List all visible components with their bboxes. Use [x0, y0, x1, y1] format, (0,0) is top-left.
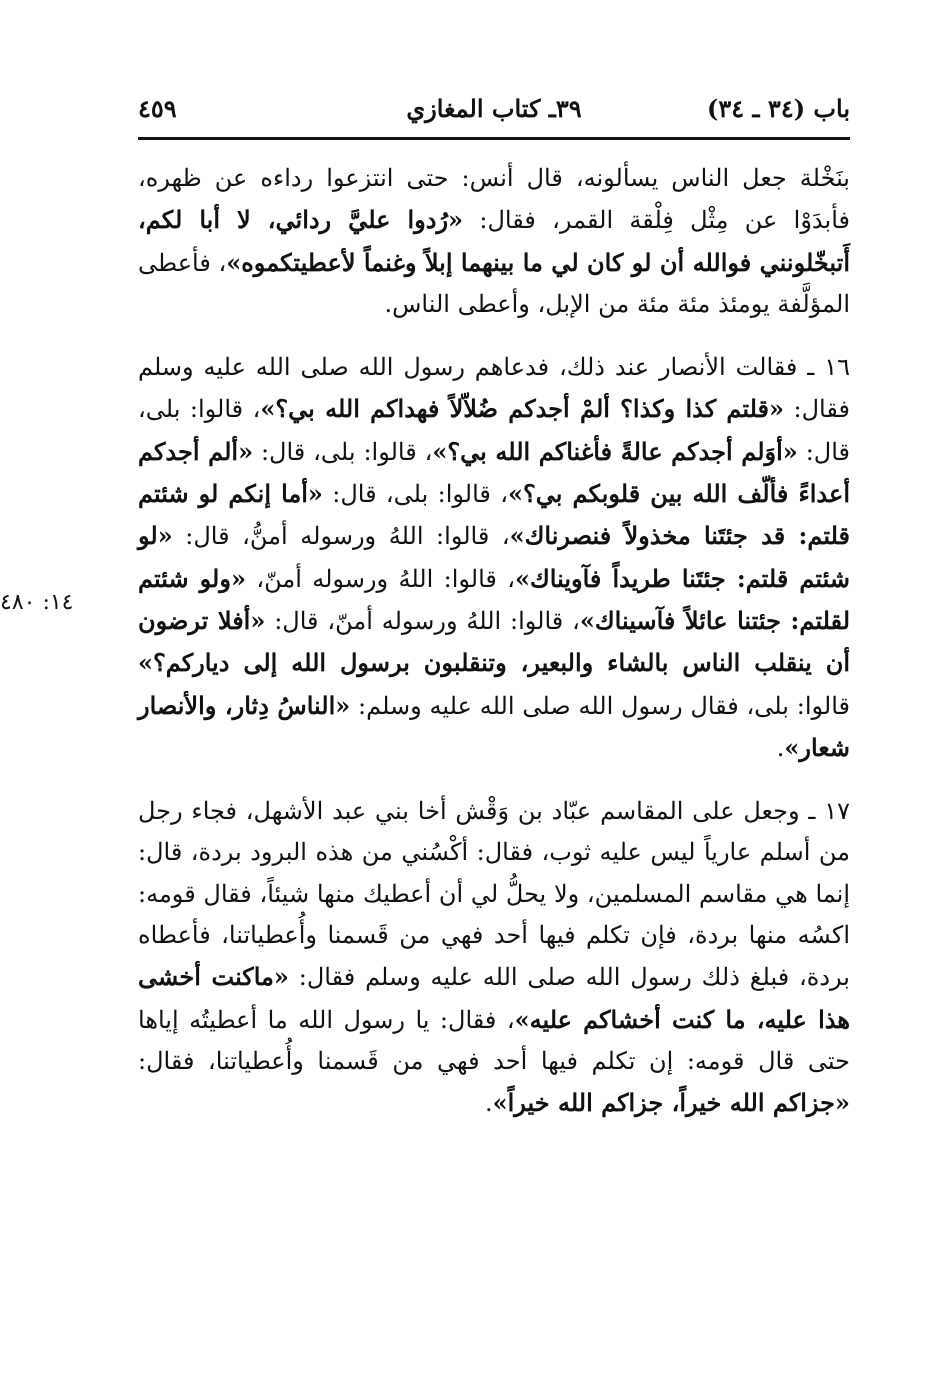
- hadith-quote: «قلتم كذا وكذا؟ ألمْ أجدكم ضُلاّلاً فهداكم الله بي؟»: [260, 394, 785, 424]
- book-title: ٣٩ـ كتاب المغازي: [406, 94, 582, 123]
- page-number: ٤٥٩: [138, 94, 177, 123]
- text-segment: ، فقال: يا رسول الله ما أعطيتُه إياها حتى قال قومه: إن تكلم فيها أحد فهي من قَسمنا وأُعطياتنا، فقال:: [138, 1005, 850, 1075]
- hadith-quote: «ولو شئتم لقلتم: جئتنا عائلاً فآسيناك»: [138, 563, 851, 635]
- running-header: [138, 88, 850, 136]
- margin-reference: ١٤: ٤٨٠: [0, 590, 74, 615]
- text-segment: ، قالوا: اللهُ ورسوله أمنُّ، قال:: [172, 522, 510, 551]
- hadith-quote: «رُدوا عليَّ ردائي، لا أبا لكم، أَتبخّلونني فوالله أن لو كان لي ما بينهما إبلاً وغنماً لأعطيتكموه»: [138, 205, 851, 277]
- hadith-quote: «أما إنكم لو شئتم قلتم: قد جئتَنا مخذولاً فنصرناك»: [138, 479, 850, 551]
- header-rule: [138, 137, 850, 140]
- text-segment: .: [484, 1089, 493, 1118]
- paragraph-17: [138, 791, 850, 1124]
- text-segment: ، قالوا: اللهُ ورسوله أمنّ،: [245, 564, 515, 593]
- text-segment: ، قالوا: بلى، قال:: [253, 437, 433, 466]
- hadith-quote: «لو شئتم قلتم: جئتَنا طريداً فآويناك»: [138, 521, 850, 593]
- text-segment: قالوا: بلى، فقال رسول الله صلى الله عليه وسلم:: [350, 691, 850, 720]
- paragraph-16: [138, 347, 850, 769]
- text-segment: ، فأعطى المؤلَّفة يومئذ مئة مئة من الإبل، وأعطى الناس.: [138, 248, 850, 318]
- text-segment: ، قالوا: بلى، قال:: [138, 395, 851, 466]
- hadith-quote: «ماكنت أخشى هذا عليه، ما كنت أخشاكم عليه»: [138, 962, 850, 1034]
- text-segment: .: [776, 733, 785, 762]
- hadith-quote: «ألم أجدكم أعداءً فألّف الله بين قلوبكم بي؟»: [138, 436, 850, 509]
- text-segment: ، قالوا: اللهُ ورسوله أمنّ، قال:: [265, 606, 580, 635]
- chapter-range: باب (٣٤ ـ ٣٤): [707, 94, 850, 123]
- text-segment: بنَخْلة جعل الناس يسألونه، قال أنس: حتى انتزعوا رداءه عن ظهره، فأبدَوْا عن مِثْل فِلْقة القمر، فقال:: [138, 164, 850, 235]
- hadith-quote: «أفلا ترضون أن ينقلب الناس بالشاء والبعير، وتنقلبون برسول الله إلى دياركم؟»: [138, 605, 850, 678]
- hadith-quote: «أوَلم أجدكم عالةً فأغناكم الله بي؟»: [432, 436, 798, 466]
- text-segment: ١٧ ـ وجعل على المقاسم عبّاد بن وَقْش أخا بني عبد الأشهل، فجاء رجل من أسلم عارياً ليس عليه ثوب، فقال: أكْسُني من هذه البرود بردة، قال: إنما هي مقاسم المسلمين، ولا يحلُّ لي أن أعطيك منها شيئاً، فقال قومه: اكسُه منها بردة، فإن تكلم فيها أحد فهي من قَسمنا وأُعطياتنا، فأعطاه بردة، فبلغ ذلك رسول الله صلى الله عليه وسلم فقال:: [138, 797, 850, 992]
- text-segment: ، قالوا: بلى، قال:: [322, 480, 508, 509]
- text-segment: ١٦ ـ فقالت الأنصار عند ذلك، فدعاهم رسول الله صلى الله عليه وسلم فقال:: [138, 353, 850, 424]
- text-body: [138, 158, 850, 1125]
- hadith-quote: «الناسُ دِثار، والأنصار شعار»: [138, 690, 850, 762]
- paragraph-continuation: [138, 158, 850, 325]
- hadith-quote: «جزاكم الله خيراً، جزاكم الله خيراً»: [492, 1088, 850, 1118]
